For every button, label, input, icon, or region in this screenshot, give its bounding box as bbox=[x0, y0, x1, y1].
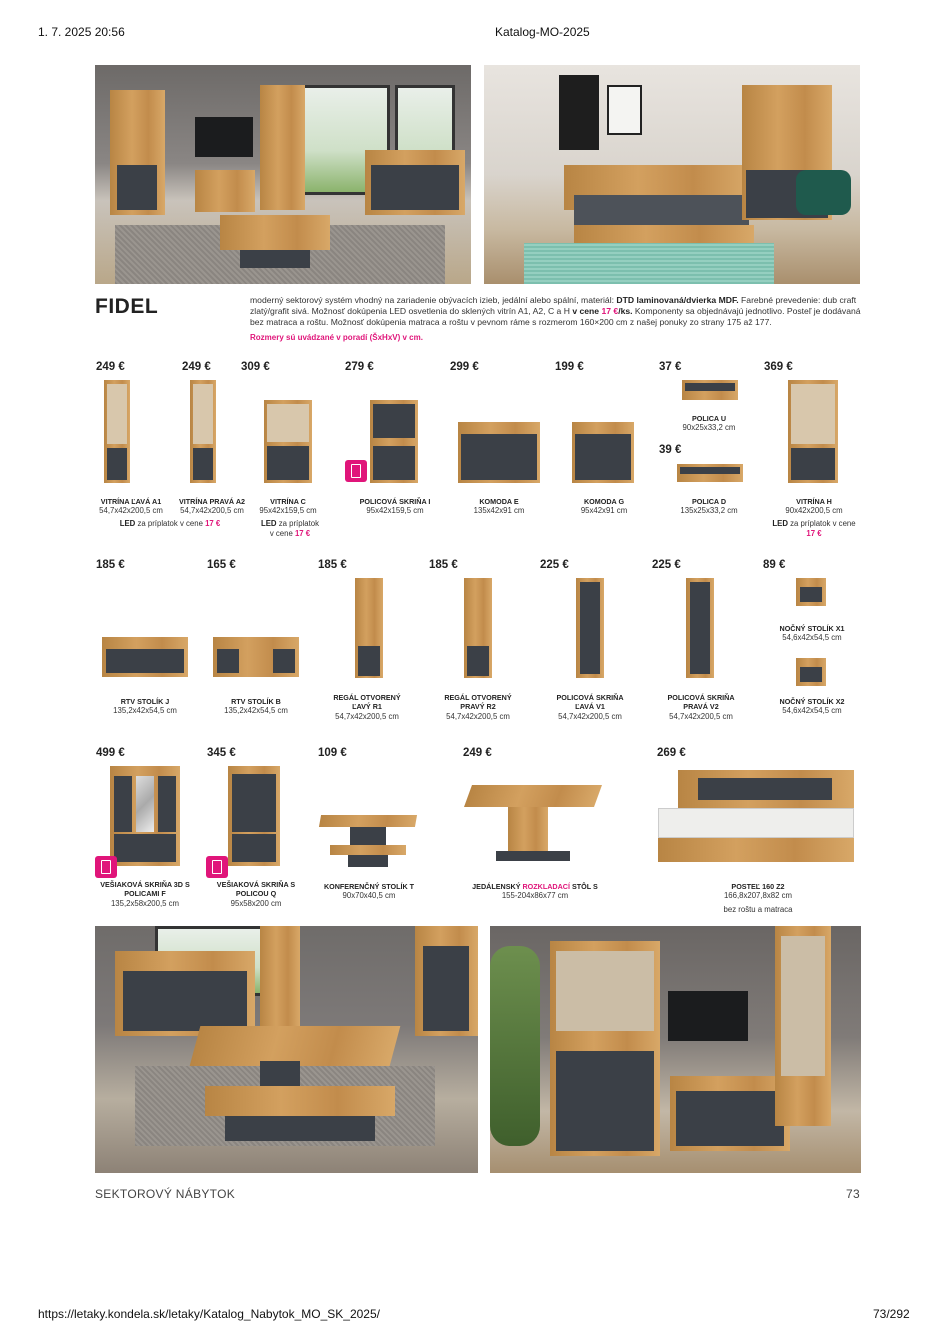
price-a2: 249 € bbox=[182, 361, 211, 373]
name-rtv-b: RTV STOLÍK B bbox=[231, 697, 281, 706]
name-nocny-x1: NOČNÝ STOLÍK X1 bbox=[779, 624, 845, 633]
price-j: 185 € bbox=[96, 559, 125, 571]
series-title: FIDEL bbox=[95, 295, 159, 318]
led-note-a: LED za príplatok v cene 17 € bbox=[119, 519, 221, 528]
name-vitrina-a1: VITRÍNA ĽAVÁ A1 bbox=[100, 497, 162, 506]
series-description: moderný sektorový systém vhodný na zariadenie obývacích izieb, jedální alebo spální, materiál: DTD laminovaná/dvierka MDF. Farebné prevedenie: dub craft zlatý/grafit sivá. Možnosť dokúpenia LED osvetlenia do sklených vitrín A1, A2, C a H v cene 17 €/ks. Komponenty sa objednávajú jednotlivo. Posteľ je dodávaná bez matraca a roštu. Možnosť dokúpenia matraca a roštu v pevnom ráme s rozmerom 160×200 cm z našej ponuky zo strany 175 až 177. bbox=[250, 295, 861, 327]
coffee-table-photo bbox=[95, 926, 478, 1173]
name-vitrina-h: VITRÍNA H bbox=[796, 497, 832, 506]
product-image-komoda-e bbox=[458, 422, 540, 483]
price-f: 499 € bbox=[96, 747, 125, 759]
name-nocny-x2: NOČNÝ STOLÍK X2 bbox=[779, 697, 845, 706]
name-vitrina-c: VITRÍNA C bbox=[270, 497, 306, 506]
product-image-nocny-x2 bbox=[796, 658, 826, 686]
price-g: 199 € bbox=[555, 361, 584, 373]
bedroom-photo bbox=[484, 65, 860, 284]
product-image-vitrina-h bbox=[788, 380, 838, 483]
name-polica-d: POLICA D bbox=[691, 497, 727, 506]
dims-policova-v2: 54,7x42x200,5 cm bbox=[669, 712, 733, 721]
dims-regal-r1: 54,7x42x200,5 cm bbox=[335, 712, 399, 721]
page-number: 73 bbox=[846, 1187, 860, 1201]
product-image-policova-skrina-i bbox=[370, 400, 418, 483]
living-room-photo bbox=[95, 65, 471, 284]
name-komoda-e: KOMODA E bbox=[479, 497, 519, 506]
product-image-vitrina-a2 bbox=[190, 380, 216, 483]
name-stol-s: JEDÁLENSKÝ ROZKLADACÍ STÔL S bbox=[472, 882, 598, 891]
dims-policova-v1: 54,7x42x200,5 cm bbox=[558, 712, 622, 721]
price-b: 165 € bbox=[207, 559, 236, 571]
print-page-count: 73/292 bbox=[873, 1307, 910, 1321]
price-r1: 185 € bbox=[318, 559, 347, 571]
product-image-vitrina-a1 bbox=[104, 380, 130, 483]
dims-komoda-g: 95x42x91 cm bbox=[580, 506, 628, 515]
led-note-c: LED za príplatok v cene 17 € bbox=[260, 519, 320, 538]
name-skrina-f: VEŠIAKOVÁ SKRIŇA 3D S POLICAMI F bbox=[100, 880, 190, 898]
product-image-regal-r2 bbox=[464, 578, 492, 678]
dims-postel-z2: 166,8x207,8x82 cm bbox=[723, 891, 793, 900]
print-timestamp: 1. 7. 2025 20:56 bbox=[38, 25, 125, 39]
product-image-policova-v1 bbox=[576, 578, 604, 678]
print-doc-title: Katalog-MO-2025 bbox=[495, 25, 590, 39]
dims-stolik-t: 90x70x40,5 cm bbox=[342, 891, 396, 900]
price-v2: 225 € bbox=[652, 559, 681, 571]
name-komoda-g: KOMODA G bbox=[583, 497, 625, 506]
product-image-nocny-x1 bbox=[796, 578, 826, 606]
name-polica-u: POLICA U bbox=[691, 414, 727, 423]
dims-vitrina-h: 90x42x200,5 cm bbox=[785, 506, 843, 515]
dims-regal-r2: 54,7x42x200,5 cm bbox=[446, 712, 510, 721]
price-u: 37 € bbox=[659, 361, 682, 373]
name-regal-r1: REGÁL OTVORENÝ ĽAVÝ R1 bbox=[333, 693, 401, 711]
price-d: 39 € bbox=[659, 444, 682, 456]
product-image-komoda-g bbox=[572, 422, 634, 483]
name-postel-z2: POSTEĽ 160 Z2 bbox=[731, 882, 785, 891]
dims-polica-u: 90x25x33,2 cm bbox=[682, 423, 736, 432]
dims-policova-skrina-i: 95x42x159,5 cm bbox=[366, 506, 424, 515]
shelf-feature-icon bbox=[95, 856, 117, 878]
product-image-polica-u bbox=[682, 380, 738, 400]
name-skrina-q: VEŠIAKOVÁ SKRIŇA S POLICOU Q bbox=[216, 880, 296, 898]
price-e: 299 € bbox=[450, 361, 479, 373]
dims-nocny-x1: 54,6x42x54,5 cm bbox=[782, 633, 842, 642]
note-postel-z2: bez roštu a matraca bbox=[723, 905, 793, 914]
product-image-vitrina-c bbox=[264, 400, 312, 483]
dims-rtv-b: 135,2x42x54,5 cm bbox=[224, 706, 288, 715]
dims-skrina-q: 95x58x200 cm bbox=[230, 899, 282, 908]
price-v1: 225 € bbox=[540, 559, 569, 571]
name-rtv-j: RTV STOLÍK J bbox=[120, 697, 170, 706]
price-a1: 249 € bbox=[96, 361, 125, 373]
product-image-policova-v2 bbox=[686, 578, 714, 678]
product-image-regal-r1 bbox=[355, 578, 383, 678]
name-policova-skrina-i: POLICOVÁ SKRIŇA I bbox=[359, 497, 431, 506]
dims-skrina-f: 135,2x58x200,5 cm bbox=[110, 899, 180, 908]
dimensions-note: Rozmery sú uvádzané v poradí (ŠxHxV) v cm. bbox=[250, 333, 423, 342]
led-note-h: LED za príplatok v cene 17 € bbox=[772, 519, 856, 538]
name-policova-v2: POLICOVÁ SKRIŇA PRAVÁ V2 bbox=[667, 693, 735, 711]
dims-vitrina-a2: 54,7x42x200,5 cm bbox=[180, 506, 244, 515]
name-policova-v1: POLICOVÁ SKRIŇA ĽAVÁ V1 bbox=[556, 693, 624, 711]
product-image-rtv-b bbox=[213, 637, 299, 677]
dims-polica-d: 135x25x33,2 cm bbox=[680, 506, 738, 515]
product-image-polica-d bbox=[677, 464, 743, 482]
product-image-rtv-j bbox=[102, 637, 188, 677]
name-regal-r2: REGÁL OTVORENÝ PRAVÝ R2 bbox=[444, 693, 512, 711]
price-x1: 89 € bbox=[763, 559, 786, 571]
drawer-feature-icon-q bbox=[206, 856, 228, 878]
print-url[interactable]: https://letaky.kondela.sk/letaky/Katalog_Nabytok_MO_SK_2025/ bbox=[38, 1307, 380, 1321]
drawer-feature-icon bbox=[345, 460, 367, 482]
section-name: SEKTOROVÝ NÁBYTOK bbox=[95, 1187, 236, 1201]
dims-vitrina-c: 95x42x159,5 cm bbox=[259, 506, 317, 515]
price-t: 109 € bbox=[318, 747, 347, 759]
dims-nocny-x2: 54,6x42x54,5 cm bbox=[782, 706, 842, 715]
price-c: 309 € bbox=[241, 361, 270, 373]
product-image-stol-s bbox=[468, 785, 598, 865]
price-s: 249 € bbox=[463, 747, 492, 759]
dims-vitrina-a1: 54,7x42x200,5 cm bbox=[99, 506, 163, 515]
living-wall-photo bbox=[490, 926, 861, 1173]
price-q: 345 € bbox=[207, 747, 236, 759]
dims-komoda-e: 135x42x91 cm bbox=[473, 506, 525, 515]
price-h: 369 € bbox=[764, 361, 793, 373]
dims-rtv-j: 135,2x42x54,5 cm bbox=[113, 706, 177, 715]
name-stolik-t: KONFERENČNÝ STOLÍK T bbox=[323, 882, 415, 891]
price-i: 279 € bbox=[345, 361, 374, 373]
product-image-postel-z2 bbox=[658, 770, 858, 868]
product-image-stolik-t bbox=[320, 815, 416, 867]
product-image-skrina-f bbox=[110, 766, 180, 866]
name-vitrina-a2: VITRÍNA PRAVÁ A2 bbox=[178, 497, 246, 506]
product-image-skrina-q bbox=[228, 766, 280, 866]
dims-stol-s: 155-204x86x77 cm bbox=[501, 891, 569, 900]
price-z2: 269 € bbox=[657, 747, 686, 759]
price-r2: 185 € bbox=[429, 559, 458, 571]
